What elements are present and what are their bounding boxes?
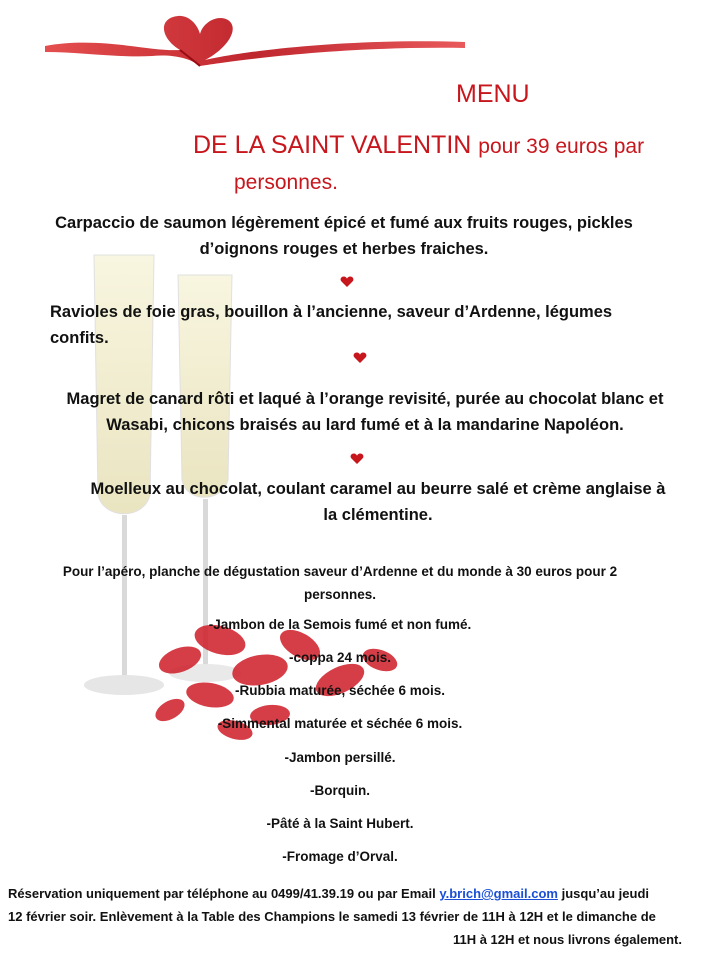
price-text-continued: personnes.	[234, 171, 338, 194]
reservation-line1	[8, 882, 682, 905]
charcuterie-item: -Borquin.	[310, 783, 370, 798]
heart-icon	[340, 276, 354, 288]
event-title	[193, 131, 644, 160]
dish-2-line1: Ravioles de foie gras, bouillon à l’ancienne, saveur d’Ardenne, légumes	[50, 303, 613, 321]
charcuterie-item: -coppa 24 mois.	[288, 650, 392, 665]
dish-1-line1: Carpaccio de saumon légèrement épicé et fumé aux fruits rouges, pickles	[55, 214, 633, 232]
charcuterie-item: -Fromage d’Orval.	[282, 849, 398, 864]
event-name: DE LA SAINT VALENTIN	[193, 131, 472, 159]
charcuterie-item: -Simmental maturée et séchée 6 mois.	[217, 716, 463, 731]
heart-icon	[350, 453, 364, 465]
dish-4	[70, 476, 686, 528]
reservation-deadline-text: jusqu’au jeudi	[561, 886, 650, 901]
dish-1-line2: d’oignons rouges et herbes fraiches.	[199, 240, 489, 258]
menu-title: MENU	[456, 80, 530, 108]
dish-3-line2: Wasabi, chicons braisés au lard fumé et à la mandarine Napoléon.	[106, 416, 624, 434]
dish-4-line1: Moelleux au chocolat, coulant caramel au beurre salé et crème anglaise à	[90, 480, 666, 498]
reservation-info	[8, 882, 682, 951]
charcuterie-item: -Jambon persillé.	[284, 750, 396, 765]
dish-3-line1: Magret de canard rôti et laqué à l’orange revisité, purée au chocolat blanc et	[66, 390, 664, 408]
dish-1	[40, 210, 648, 262]
charcuterie-item: -Pâté à la Saint Hubert.	[266, 816, 414, 831]
ribbon-heart-image	[40, 8, 470, 80]
reservation-phone-text: Réservation uniquement par téléphone au 0499/41.39.19 ou par Email	[8, 886, 436, 901]
reservation-line2: 12 février soir. Enlèvement à la Table des Champions le samedi 13 février de 11H à 12H et le dimanche de	[8, 909, 656, 924]
dish-2-line2: confits.	[50, 329, 109, 347]
apero-line1: Pour l’apéro, planche de dégustation saveur d’Ardenne et du monde à 30 euros pour 2	[62, 564, 618, 579]
heart-icon	[353, 352, 367, 364]
price-text: pour 39 euros par	[478, 135, 645, 158]
reservation-line3: 11H à 12H et nous livrons également.	[452, 932, 682, 947]
dish-4-line2: la clémentine.	[323, 506, 433, 524]
email-link[interactable]: y.brich@gmail.com	[439, 886, 558, 901]
apero-offer	[30, 560, 650, 606]
apero-line2: personnes.	[303, 587, 377, 602]
dish-2	[50, 299, 650, 351]
charcuterie-item: -Jambon de la Semois fumé et non fumé.	[208, 617, 472, 632]
dish-3	[44, 386, 686, 438]
charcuterie-item: -Rubbia maturée, séchée 6 mois.	[234, 683, 446, 698]
